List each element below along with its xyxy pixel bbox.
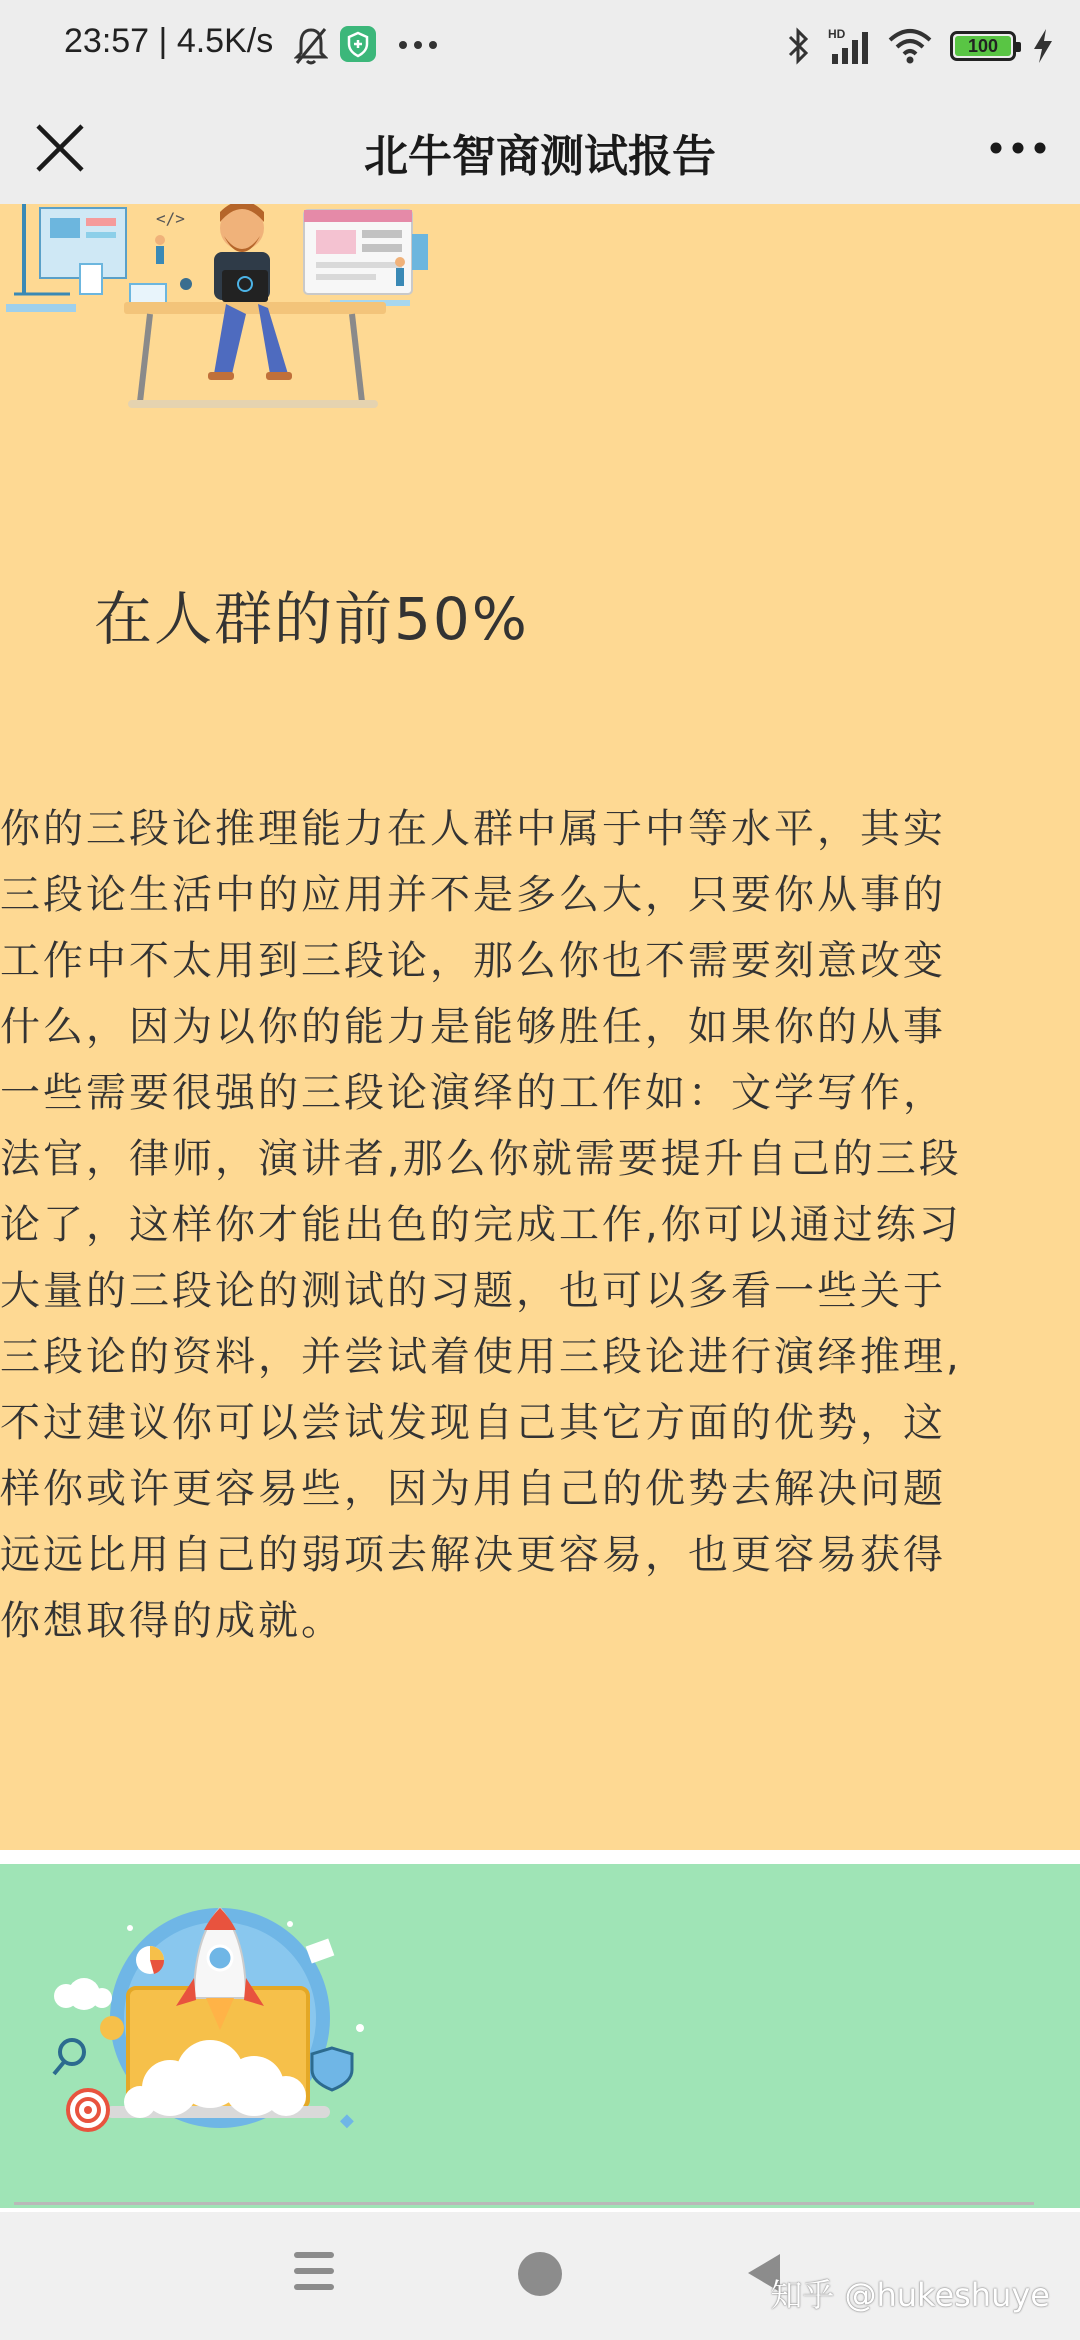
status-icons-right bbox=[786, 24, 1052, 68]
description-line: 远远比用自己的弱项去解决更容易，也更容易获得 bbox=[0, 1532, 946, 1578]
description-line: 大量的三段论的测试的习题，也可以多看一些关于 bbox=[0, 1268, 946, 1314]
developer-illustration bbox=[0, 204, 440, 414]
bottom-divider bbox=[14, 2202, 1034, 2205]
signal-hd-icon bbox=[828, 26, 870, 66]
description-line: 你想取得的成就。 bbox=[0, 1598, 344, 1644]
svg-text:◆: ◆ bbox=[340, 2110, 354, 2131]
description-line: 不过建议你可以尝试发现自己其它方面的优势，这 bbox=[0, 1400, 946, 1446]
rocket-laptop-illustration bbox=[40, 1888, 400, 2188]
wifi-icon bbox=[888, 28, 932, 64]
bluetooth-icon bbox=[786, 27, 810, 65]
description-line: 工作中不太用到三段论，那么你也不需要刻意改变 bbox=[0, 938, 946, 984]
watermark: 知乎 @hukeshuye bbox=[770, 2276, 1050, 2314]
title-bar bbox=[0, 94, 1080, 204]
description-line: 论了，这样你才能出色的完成工作,你可以通过练习 bbox=[0, 1202, 962, 1248]
report-card bbox=[0, 204, 1080, 1850]
svg-text:</>: </> bbox=[156, 209, 185, 228]
description-line: 什么，因为以你的能力是能够胜任，如果你的从事 bbox=[0, 1004, 946, 1050]
description-line: 样你或许更容易些，因为用自己的优势去解决问题 bbox=[0, 1466, 946, 1512]
battery-icon bbox=[950, 31, 1016, 61]
status-time: 23:57 bbox=[64, 22, 150, 60]
card-separator bbox=[0, 1850, 1080, 1864]
description-line: 三段论生活中的应用并不是多么大，只要你从事的 bbox=[0, 872, 946, 918]
network-speed: 4.5K/s bbox=[176, 22, 274, 60]
status-time-speed: 23:57 | 4.5K/s bbox=[64, 22, 274, 60]
result-description bbox=[0, 796, 1080, 1654]
recent-apps-icon[interactable] bbox=[292, 2248, 336, 2294]
description-line: 法官，律师，演讲者,那么你就需要提升自己的三段 bbox=[0, 1136, 962, 1182]
description-line: 一些需要很强的三段论演绎的工作如：文学写作， bbox=[0, 1070, 946, 1116]
bell-off-icon bbox=[294, 26, 328, 66]
result-headline: 在人群的前50% bbox=[94, 585, 529, 653]
more-dots-icon bbox=[398, 40, 438, 50]
description-line: 你的三段论推理能力在人群中属于中等水平，其实 bbox=[0, 806, 946, 852]
battery-level: 100 bbox=[955, 36, 1011, 56]
home-button-icon[interactable] bbox=[518, 2252, 562, 2296]
more-dots-icon[interactable] bbox=[988, 128, 1048, 168]
next-section-card bbox=[0, 1864, 1080, 2208]
system-nav-bar bbox=[0, 2212, 1080, 2340]
shield-app-icon bbox=[340, 26, 376, 62]
description-line: 三段论的资料，并尝试着使用三段论进行演绎推理, bbox=[0, 1334, 962, 1380]
charging-icon bbox=[1034, 29, 1052, 63]
page-title: 北牛智商测试报告 bbox=[364, 131, 716, 182]
status-bar bbox=[0, 0, 1080, 94]
svg-text:HD: HD bbox=[828, 27, 846, 41]
